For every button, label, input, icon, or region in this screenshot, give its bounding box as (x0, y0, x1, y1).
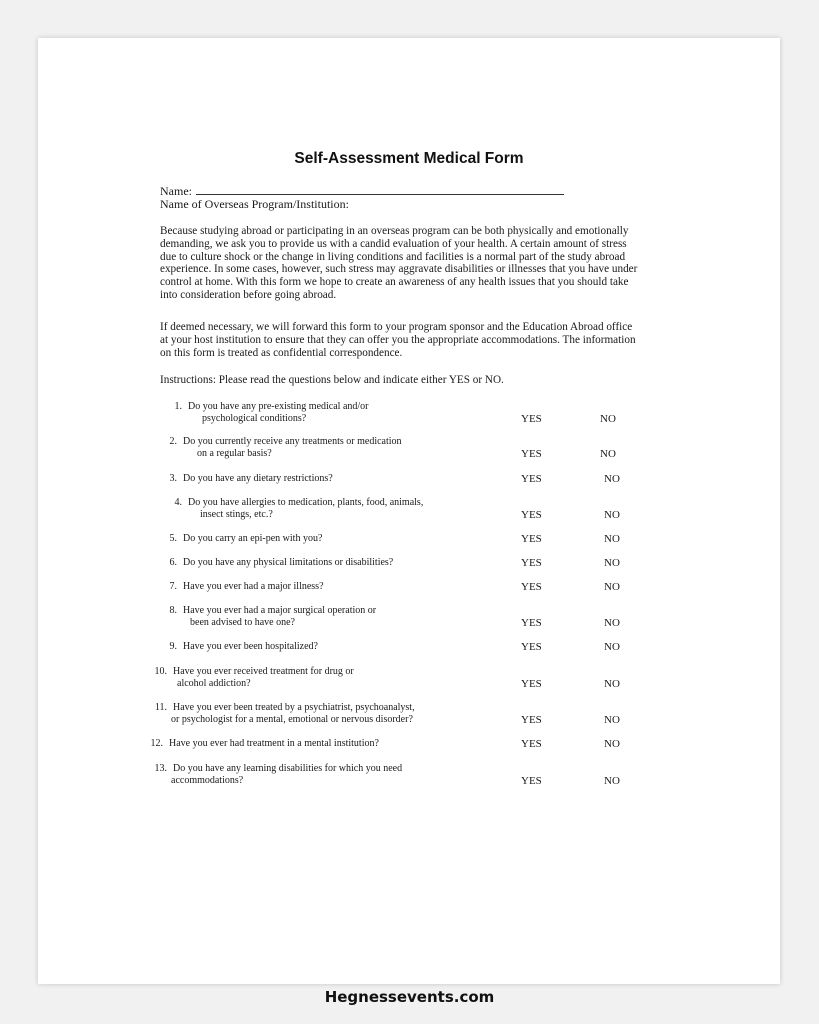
question-1 (160, 401, 369, 425)
yes-option[interactable]: YES (521, 413, 542, 425)
yes-option[interactable]: YES (521, 678, 542, 690)
question-text: Do you currently receive any treatments or medication (183, 436, 402, 447)
no-option[interactable]: NO (604, 678, 620, 690)
question-12 (141, 738, 379, 750)
question-2 (155, 436, 402, 460)
no-option[interactable]: NO (604, 473, 620, 485)
question-number: 2. (169, 436, 177, 447)
yes-option[interactable]: YES (521, 641, 542, 653)
question-3 (155, 473, 333, 485)
yes-option[interactable]: YES (521, 448, 542, 460)
question-number: 8. (169, 605, 177, 616)
form-title: Self-Assessment Medical Form (294, 150, 524, 167)
yes-option[interactable]: YES (521, 533, 542, 545)
question-text: Do you have any learning disabilities for which you need (173, 763, 403, 774)
no-option[interactable]: NO (600, 413, 616, 425)
question-number: 10. (154, 666, 167, 677)
question-text: Have you ever had a major surgical operation or (183, 605, 377, 616)
no-option[interactable]: NO (604, 617, 620, 629)
question-number: 3. (169, 473, 177, 484)
confidentiality-paragraph (160, 321, 638, 359)
question-text: Have you ever had a major illness? (183, 581, 324, 592)
question-text-line2: been advised to have one? (190, 617, 295, 628)
no-option[interactable]: NO (604, 641, 620, 653)
question-number: 7. (169, 581, 177, 592)
yes-option[interactable]: YES (521, 581, 542, 593)
instructions: Instructions: Please read the questions below and indicate either YES or NO. (160, 374, 504, 386)
question-text-line2: on a regular basis? (197, 448, 272, 459)
question-text-line2: insect stings, etc.? (200, 509, 273, 520)
question-text: Have you ever been hospitalized? (183, 641, 318, 652)
program-field-label: Name of Overseas Program/Institution: (160, 197, 349, 211)
question-text-line2: psychological conditions? (202, 413, 307, 424)
question-7 (155, 581, 324, 593)
question-text: Do you carry an epi-pen with you? (183, 533, 323, 544)
no-option[interactable]: NO (600, 448, 616, 460)
question-11 (145, 702, 415, 726)
confidentiality-paragraph-text: If deemed necessary, we will forward this form to your program sponsor and the Education Abroad office at your host institution to ensure that they can offer you the appropriate accommodations. The information on this form is treated as confidential correspondence. (160, 321, 636, 359)
intro-paragraph (160, 225, 638, 302)
yes-option[interactable]: YES (521, 617, 542, 629)
yes-option[interactable]: YES (521, 509, 542, 521)
no-option[interactable]: NO (604, 775, 620, 787)
document-page (38, 38, 780, 984)
yes-option[interactable]: YES (521, 714, 542, 726)
question-number: 9. (169, 641, 177, 652)
question-number: 4. (174, 497, 182, 508)
question-text: Do you have any dietary restrictions? (183, 473, 333, 484)
no-option[interactable]: NO (604, 533, 620, 545)
question-text-line2: or psychologist for a mental, emotional or nervous disorder? (171, 714, 413, 725)
question-number: 1. (174, 401, 182, 412)
question-text: Have you ever been treated by a psychiatrist, psychoanalyst, (173, 702, 415, 713)
question-13 (145, 763, 402, 787)
question-number: 12. (150, 738, 163, 749)
question-10 (145, 666, 354, 690)
intro-paragraph-text: Because studying abroad or participating in an overseas program can be both physically and emotionally demanding, we ask you to provide us with a candid evaluation of your health. A certain amount of stress due to culture shock or the change in living conditions and facilities is a normal part of the study abroad experience. In some cases, however, such stress may aggravate disabilities or illnesses that you have under control at home. With this form we hope to create an awareness of any health issues that you should take into consideration before going abroad. (160, 225, 638, 301)
no-option[interactable]: NO (604, 714, 620, 726)
question-8 (155, 605, 376, 629)
name-field (160, 184, 564, 198)
yes-option[interactable]: YES (521, 473, 542, 485)
no-option[interactable]: NO (604, 509, 620, 521)
name-label: Name: (160, 184, 192, 198)
question-text: Do you have allergies to medication, plants, food, animals, (188, 497, 424, 508)
question-6 (155, 557, 393, 569)
no-option[interactable]: NO (604, 581, 620, 593)
yes-option[interactable]: YES (521, 775, 542, 787)
footer-site-name: Hegnessevents.com (324, 988, 495, 1006)
yes-option[interactable]: YES (521, 557, 542, 569)
question-5 (155, 533, 322, 545)
question-4 (160, 497, 423, 521)
question-text: Have you ever received treatment for drug or (173, 666, 354, 677)
name-underline[interactable] (196, 184, 564, 195)
question-9 (155, 641, 318, 653)
question-number: 13. (154, 763, 167, 774)
yes-option[interactable]: YES (521, 738, 542, 750)
question-text: Do you have any physical limitations or disabilities? (183, 557, 394, 568)
question-text-line2: accommodations? (171, 775, 244, 786)
question-text-line2: alcohol addiction? (177, 678, 251, 689)
question-text: Do you have any pre-existing medical and/or (188, 401, 369, 412)
question-number: 11. (154, 702, 167, 713)
question-text: Have you ever had treatment in a mental institution? (169, 738, 379, 749)
question-number: 6. (169, 557, 177, 568)
question-number: 5. (169, 533, 177, 544)
no-option[interactable]: NO (604, 557, 620, 569)
no-option[interactable]: NO (604, 738, 620, 750)
